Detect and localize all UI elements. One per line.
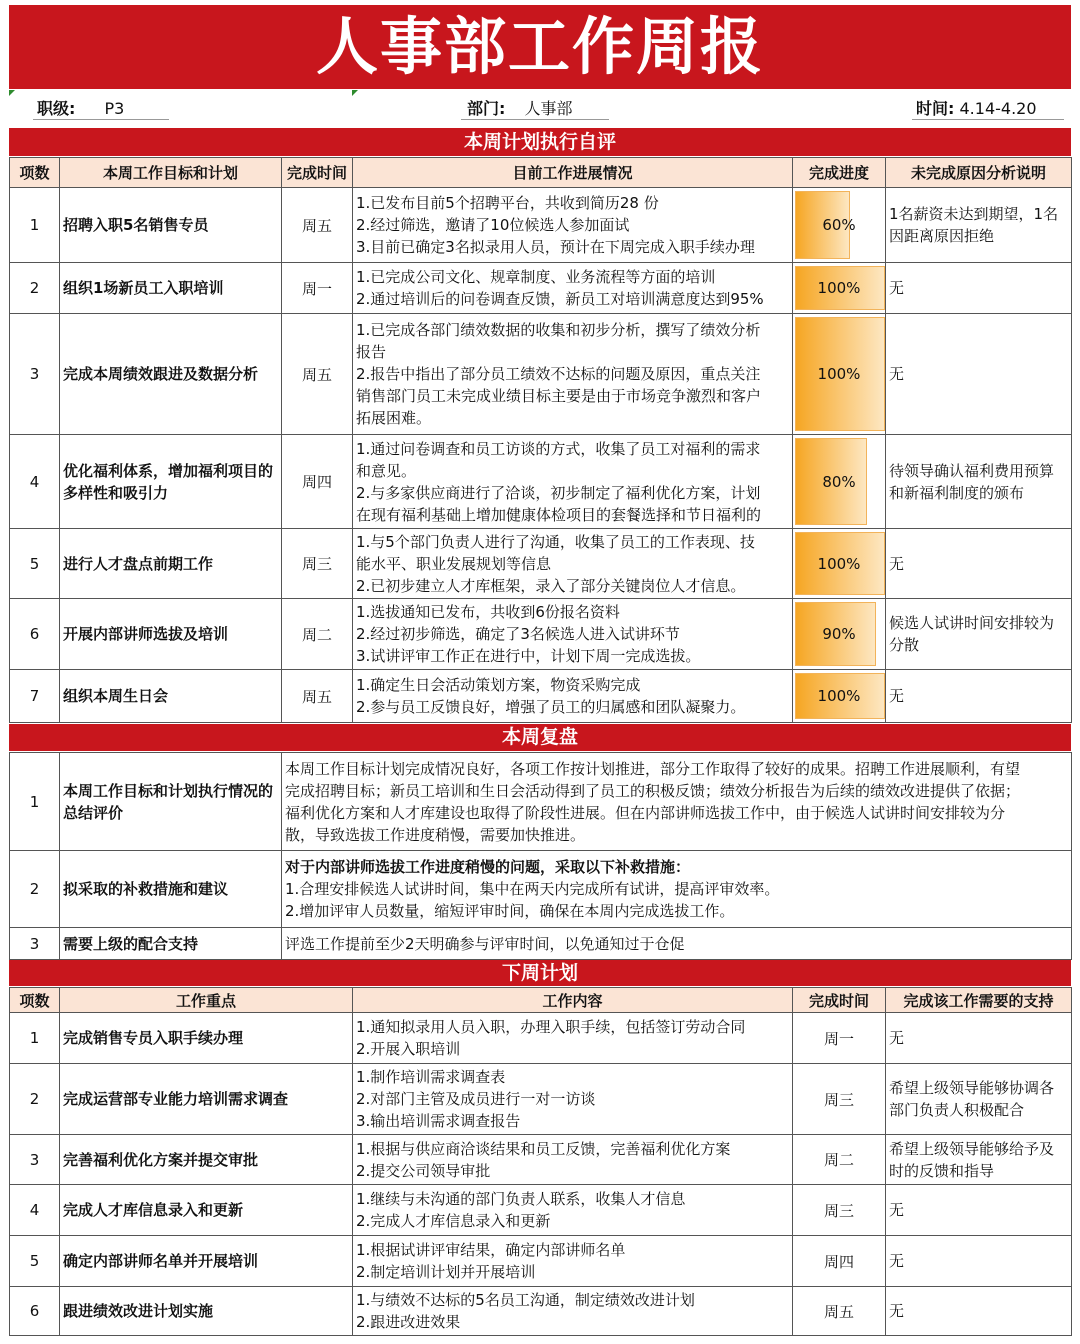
item-number: 7 — [10, 670, 60, 723]
progress-details — [353, 435, 793, 529]
progress-details — [353, 599, 793, 670]
progress-line: 2.参与员工反馈良好，增强了员工的归属感和团队凝聚力。 — [356, 698, 746, 716]
review-item: 需要上级的配合支持 — [60, 928, 282, 960]
level-value: P3 — [104, 99, 125, 118]
self-review-row — [10, 670, 1072, 723]
progress-line: 1.选拔通知已发布，共收到6份报名资料 — [356, 603, 620, 621]
item-number: 5 — [10, 1236, 60, 1287]
progress-line: 报告 — [356, 343, 387, 361]
review-content — [282, 753, 1072, 851]
work-goal: 完成本周绩效跟进及数据分析 — [60, 314, 282, 435]
completion-time: 周四 — [793, 1236, 886, 1287]
level-underline — [33, 119, 169, 120]
work-goal: 进行人才盘点前期工作 — [60, 529, 282, 599]
incomplete-reason: 无 — [886, 670, 1072, 723]
incomplete-reason: 无 — [886, 314, 1072, 435]
completion-progress — [793, 529, 886, 599]
review-item: 本周工作目标和计划执行情况的总结评价 — [60, 753, 282, 851]
review-line: 1.合理安排候选人试讲时间，集中在两天内完成所有试讲，提高评审效率。 — [285, 880, 780, 898]
review-content — [282, 851, 1072, 928]
completion-time: 周二 — [282, 599, 353, 670]
col-header: 完成进度 — [793, 158, 886, 188]
work-goal: 优化福利体系，增加福利项目的多样性和吸引力 — [60, 435, 282, 529]
next-week-row — [10, 1185, 1072, 1236]
progress-line: 3.试讲评审工作正在进行中，计划下周一完成选拔。 — [356, 647, 701, 665]
dept-label: 部门: — [467, 99, 506, 118]
content-line: 2.跟进改进效果 — [356, 1313, 461, 1331]
item-number: 6 — [10, 1287, 60, 1336]
item-number: 2 — [10, 851, 60, 928]
work-content — [353, 1013, 793, 1064]
completion-time: 周三 — [282, 529, 353, 599]
time-underline — [912, 119, 1064, 120]
content-line: 2.开展入职培训 — [356, 1040, 461, 1058]
item-number: 4 — [10, 1185, 60, 1236]
work-content — [353, 1064, 793, 1135]
next-week-row — [10, 1013, 1072, 1064]
work-goal: 开展内部讲师选拔及培训 — [60, 599, 282, 670]
required-support: 希望上级领导能够给予及时的反馈和指导 — [886, 1135, 1072, 1185]
completion-progress — [793, 263, 886, 314]
completion-progress — [793, 188, 886, 263]
content-line: 1.根据与供应商洽谈结果和员工反馈，完善福利优化方案 — [356, 1139, 731, 1158]
completion-progress — [793, 435, 886, 529]
progress-value: 100% — [817, 554, 861, 573]
review-row — [10, 928, 1072, 960]
content-line: 1.通知拟录用人员入职，办理入职手续，包括签订劳动合同 — [356, 1018, 746, 1036]
progress-value: 100% — [817, 365, 861, 383]
progress-line: 销售部门员工未完成业绩目标主要是由于市场竞争激烈和客户 — [356, 387, 762, 405]
item-number: 1 — [10, 753, 60, 851]
item-number: 6 — [10, 599, 60, 670]
completion-progress — [793, 599, 886, 670]
progress-line: 和意见。 — [356, 461, 417, 480]
col-header: 工作内容 — [353, 988, 793, 1013]
level-label: 职级: — [37, 99, 76, 118]
item-number: 5 — [10, 529, 60, 599]
item-number: 3 — [10, 928, 60, 960]
work-focus: 跟进绩效改进计划实施 — [60, 1287, 353, 1336]
incomplete-reason: 无 — [886, 529, 1072, 599]
self-review-row — [10, 263, 1072, 314]
progress-line: 2.经过初步筛选，确定了3名候选人进入试讲环节 — [356, 625, 680, 643]
review-item: 拟采取的补救措施和建议 — [60, 851, 282, 928]
review-line: 评选工作提前至少2天明确参与评审时间，以免通知过于仓促 — [285, 934, 685, 953]
self-review-row — [10, 599, 1072, 670]
col-header: 目前工作进展情况 — [353, 158, 793, 188]
completion-time: 周五 — [793, 1287, 886, 1336]
content-line: 3.输出培训需求调查报告 — [356, 1112, 521, 1130]
self-review-row — [10, 435, 1072, 529]
review-line: 完成招聘目标；新员工培训和生日会活动得到了员工的积极反馈；绩效分析报告为后续的绩效改进提供了依据； — [285, 781, 1021, 800]
item-number: 1 — [10, 1013, 60, 1064]
work-content — [353, 1135, 793, 1185]
item-number: 4 — [10, 435, 60, 529]
required-support: 无 — [886, 1236, 1072, 1287]
self-review-header-row — [10, 158, 1072, 188]
dept-value: 人事部 — [524, 99, 573, 118]
completion-time: 周一 — [793, 1013, 886, 1064]
content-line: 2.提交公司领导审批 — [356, 1161, 491, 1180]
review-line: 福利优化方案和人才库建设也取得了阶段性进展。但在内部讲师选拔工作中，由于候选人试讲时间安排较为分 — [285, 803, 1006, 822]
report-info-row — [9, 92, 1071, 122]
content-line: 1.根据试讲评审结果，确定内部讲师名单 — [356, 1241, 626, 1259]
time-label: 时间: — [916, 99, 955, 118]
item-number: 2 — [10, 1064, 60, 1135]
content-line: 2.完成人才库信息录入和更新 — [356, 1212, 551, 1230]
progress-line: 1.通过问卷调查和员工访谈的方式，收集了员工对福利的需求 — [356, 439, 761, 458]
work-content — [353, 1185, 793, 1236]
progress-line: 1.已完成各部门绩效数据的收集和初步分析，撰写了绩效分析 — [356, 321, 761, 339]
item-number: 2 — [10, 263, 60, 314]
next-week-table — [9, 987, 1072, 1336]
completion-time: 周四 — [282, 435, 353, 529]
self-review-row — [10, 529, 1072, 599]
work-focus: 完善福利优化方案并提交审批 — [60, 1135, 353, 1185]
dept-field — [467, 96, 573, 119]
progress-line: 2.经过筛选，邀请了10位候选人参加面试 — [356, 216, 630, 234]
col-header: 完成时间 — [793, 988, 886, 1013]
progress-details — [353, 263, 793, 314]
progress-line: 1.与5个部门负责人进行了沟通，收集了员工的工作表现、技 — [356, 532, 755, 551]
col-header: 完成时间 — [282, 158, 353, 188]
review-content — [282, 928, 1072, 960]
work-goal: 招聘入职5名销售专员 — [60, 188, 282, 263]
col-header: 未完成原因分析说明 — [886, 158, 1072, 188]
level-field — [37, 96, 124, 119]
work-goal: 组织本周生日会 — [60, 670, 282, 723]
next-week-row — [10, 1236, 1072, 1287]
content-line: 1.制作培训需求调查表 — [356, 1068, 506, 1086]
content-line: 1.继续与未沟通的部门负责人联系，收集人才信息 — [356, 1190, 686, 1208]
item-number: 3 — [10, 314, 60, 435]
item-number: 3 — [10, 1135, 60, 1185]
self-review-table — [9, 157, 1072, 723]
required-support: 希望上级领导能够协调各部门负责人积极配合 — [886, 1064, 1072, 1135]
progress-line: 2.与多家供应商进行了洽谈，初步制定了福利优化方案，计划 — [356, 483, 761, 502]
work-focus: 确定内部讲师名单并开展培训 — [60, 1236, 353, 1287]
progress-line: 3.目前已确定3名拟录用人员，预计在下周完成入职手续办理 — [356, 238, 755, 256]
content-line: 2.对部门主管及成员进行一对一访谈 — [356, 1090, 596, 1108]
time-field — [916, 96, 1037, 119]
progress-line: 2.已初步建立人才库框架，录入了部分关键岗位人才信息。 — [356, 576, 746, 595]
progress-line: 拓展困难。 — [356, 409, 432, 427]
self-review-row — [10, 314, 1072, 435]
incomplete-reason: 待领导确认福利费用预算和新福利制度的颁布 — [886, 435, 1072, 529]
progress-details — [353, 529, 793, 599]
review-line: 2.增加评审人员数量，缩短评审时间，确保在本周内完成选拔工作。 — [285, 902, 735, 920]
content-line: 1.与绩效不达标的5名员工沟通，制定绩效改进计划 — [356, 1291, 695, 1309]
progress-value: 100% — [817, 279, 861, 297]
cell-marker-icon — [352, 90, 358, 96]
completion-time: 周五 — [282, 188, 353, 263]
progress-value: 90% — [822, 625, 856, 643]
progress-value: 100% — [817, 687, 861, 705]
time-value: 4.14-4.20 — [959, 99, 1037, 118]
progress-line: 1.已完成公司文化、规章制度、业务流程等方面的培训 — [356, 268, 716, 286]
review-row — [10, 851, 1072, 928]
progress-details — [353, 314, 793, 435]
col-header: 本周工作目标和计划 — [60, 158, 282, 188]
progress-details — [353, 670, 793, 723]
self-review-row — [10, 188, 1072, 263]
completion-time: 周五 — [282, 670, 353, 723]
review-line: 本周工作目标计划完成情况良好，各项工作按计划推进，部分工作取得了较好的成果。招聘工作进展顺利，有望 — [285, 759, 1021, 778]
completion-time: 周二 — [793, 1135, 886, 1185]
work-focus: 完成运营部专业能力培训需求调查 — [60, 1064, 353, 1135]
next-week-row — [10, 1287, 1072, 1336]
progress-value: 80% — [822, 472, 856, 491]
required-support: 无 — [886, 1013, 1072, 1064]
work-focus: 完成销售专员入职手续办理 — [60, 1013, 353, 1064]
completion-progress — [793, 314, 886, 435]
completion-time: 周一 — [282, 263, 353, 314]
item-number: 1 — [10, 188, 60, 263]
progress-line: 1.确定生日会活动策划方案，物资采购完成 — [356, 676, 641, 694]
progress-value: 60% — [822, 216, 856, 234]
report-title: 人事部工作周报 — [9, 5, 1071, 89]
progress-line: 2.通过培训后的问卷调查反馈，新员工对培训满意度达到95% — [356, 290, 764, 308]
col-header: 项数 — [10, 988, 60, 1013]
work-content — [353, 1287, 793, 1336]
incomplete-reason: 候选人试讲时间安排较为分散 — [886, 599, 1072, 670]
completion-time: 周五 — [282, 314, 353, 435]
review-line: 对于内部讲师选拔工作进度稍慢的问题，采取以下补救措施： — [285, 858, 691, 876]
incomplete-reason: 无 — [886, 263, 1072, 314]
col-header: 工作重点 — [60, 988, 353, 1013]
dept-underline — [461, 119, 609, 120]
review-row — [10, 753, 1072, 851]
review-table — [9, 752, 1072, 960]
section-title-review: 本周复盘 — [9, 724, 1071, 751]
progress-line: 1.已发布目前5个招聘平台，共收到简历28 份 — [356, 194, 659, 212]
completion-progress — [793, 670, 886, 723]
next-week-row — [10, 1064, 1072, 1135]
next-week-row — [10, 1135, 1072, 1185]
section-title-next-week: 下周计划 — [9, 960, 1071, 986]
required-support: 无 — [886, 1185, 1072, 1236]
progress-line: 在现有福利基础上增加健康体检项目的套餐选择和节日福利的 — [356, 505, 762, 524]
work-goal: 组织1场新员工入职培训 — [60, 263, 282, 314]
progress-details — [353, 188, 793, 263]
section-title-self-review: 本周计划执行自评 — [9, 128, 1071, 156]
content-line: 2.制定培训计划并开展培训 — [356, 1263, 536, 1281]
cell-marker-icon — [9, 90, 15, 96]
required-support: 无 — [886, 1287, 1072, 1336]
next-week-header-row — [10, 988, 1072, 1013]
work-focus: 完成人才库信息录入和更新 — [60, 1185, 353, 1236]
progress-line: 2.报告中指出了部分员工绩效不达标的问题及原因，重点关注 — [356, 365, 761, 383]
completion-time: 周三 — [793, 1064, 886, 1135]
col-header: 完成该工作需要的支持 — [886, 988, 1072, 1013]
col-header: 项数 — [10, 158, 60, 188]
completion-time: 周三 — [793, 1185, 886, 1236]
review-line: 散，导致选拔工作进度稍慢，需要加快推进。 — [285, 825, 586, 844]
progress-line: 能水平、职业发展规划等信息 — [356, 554, 552, 573]
work-content — [353, 1236, 793, 1287]
incomplete-reason: 1名薪资未达到期望，1名因距离原因拒绝 — [886, 188, 1072, 263]
